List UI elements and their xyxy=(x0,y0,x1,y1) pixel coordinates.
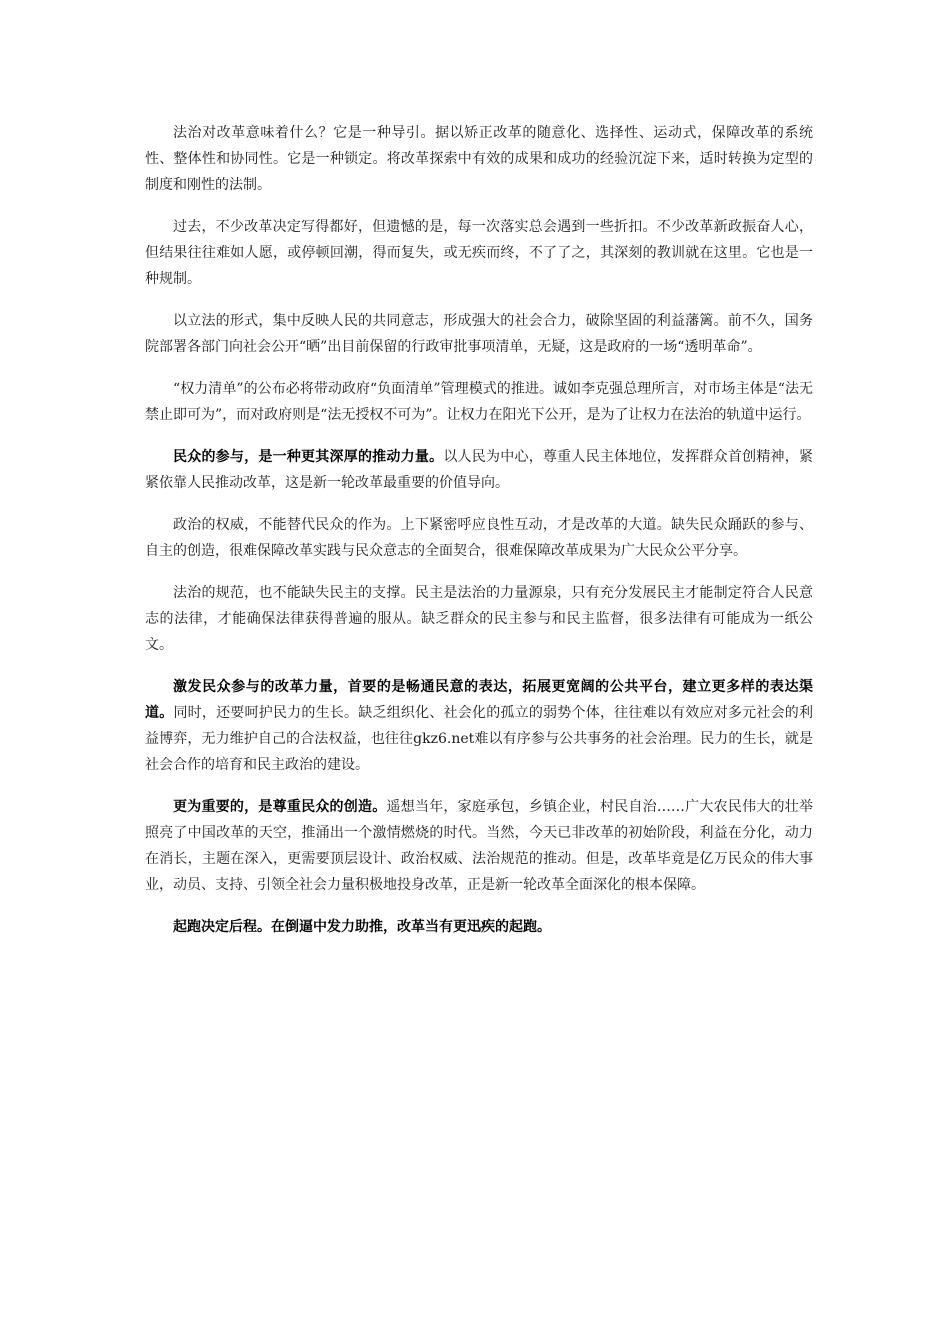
paragraph-5-text: 以人民为中心，尊重人民主体地位，发挥群众首创精神，紧紧依靠人民推动改革，这是新一轮改革最重要的价值导向。 xyxy=(145,449,814,491)
paragraph-10 xyxy=(145,914,813,940)
document-page xyxy=(145,120,813,956)
paragraph-4 xyxy=(145,376,813,428)
paragraph-8-bold: 激发民众参与的改革力量，首要的是畅通民意的表达，拓展更宽阔的公共平台，建立更多样的表达渠道。 xyxy=(145,679,813,721)
paragraph-6 xyxy=(145,512,813,564)
paragraph-7-text: 法治的规范，也不能缺失民主的支撑。民主是法治的力量源泉，只有充分发展民主才能制定符合人民意志的法律，才能确保法律获得普遍的服从。缺乏群众的民主参与和民主监督，很多法律有可能成为一纸公文。 xyxy=(145,585,813,653)
paragraph-1 xyxy=(145,120,813,198)
paragraph-8 xyxy=(145,674,813,778)
paragraph-9-bold: 更为重要的，是尊重民众的创造。 xyxy=(173,799,387,815)
paragraph-7 xyxy=(145,580,813,658)
paragraph-5-bold: 民众的参与，是一种更其深厚的推动力量。 xyxy=(173,449,444,465)
paragraph-1-text: 法治对改革意味着什么？它是一种导引。据以矫正改革的随意化、选择性、运动式，保障改革的系统性、整体性和协同性。它是一种锁定。将改革探索中有效的成果和成功的经验沉淀下来，适时转换为定型的制度和刚性的法制。 xyxy=(145,125,813,193)
paragraph-9 xyxy=(145,794,813,898)
paragraph-4-text: “权力清单”的公布必将带动政府“负面清单”管理模式的推进。诚如李克强总理所言，对市场主体是“法无禁止即可为”，而对政府则是“法无授权不可为”。让权力在阳光下公开，是为了让权力在法治的轨道中运行。 xyxy=(145,381,813,423)
paragraph-6-text: 政治的权威，不能替代民众的作为。上下紧密呼应良性互动，才是改革的大道。缺失民众踊跃的参与、自主的创造，很难保障改革实践与民众意志的全面契合，很难保障改革成果为广大民众公平分享。 xyxy=(145,517,813,559)
paragraph-5 xyxy=(145,444,813,496)
paragraph-10-bold: 起跑决定后程。在倒逼中发力助推，改革当有更迅疾的起跑。 xyxy=(173,919,551,935)
paragraph-2 xyxy=(145,214,813,292)
paragraph-3 xyxy=(145,308,813,360)
paragraph-3-text: 以立法的形式，集中反映人民的共同意志，形成强大的社会合力，破除坚固的利益藩篱。前不久，国务院部署各部门向社会公开“晒”出目前保留的行政审批事项清单，无疑，这是政府的一场“透明革命”。 xyxy=(145,313,813,355)
paragraph-9-text: 遥想当年，家庭承包，乡镇企业，村民自治……广大农民伟大的壮举照亮了中国改革的天空，推涌出一个激情燃烧的时代。当然，今天已非改革的初始阶段，利益在分化，动力在消长，主题在深入，更需要顶层设计、政治权威、法治规范的推动。但是，改革毕竟是亿万民众的伟大事业，动员、支持、引领全社会力量积极地投身改革，正是新一轮改革全面深化的根本保障。 xyxy=(145,799,814,893)
paragraph-2-text: 过去，不少改革决定写得都好，但遗憾的是，每一次落实总会遇到一些折扣。不少改革新政振奋人心，但结果往往难如人愿，或停顿回潮，得而复失，或无疾而终，不了了之，其深刻的教训就在这里。它也是一种规制。 xyxy=(145,219,813,287)
paragraph-8-text: 同时，还要呵护民力的生长。缺乏组织化、社会化的孤立的弱势个体，往往难以有效应对多元社会的利益博弈，无力维护自己的合法权益，也往往gkz6.net难以有序参与公共事务的社会治理。民力的生长，就是社会合作的培育和民主政治的建设。 xyxy=(145,705,813,773)
